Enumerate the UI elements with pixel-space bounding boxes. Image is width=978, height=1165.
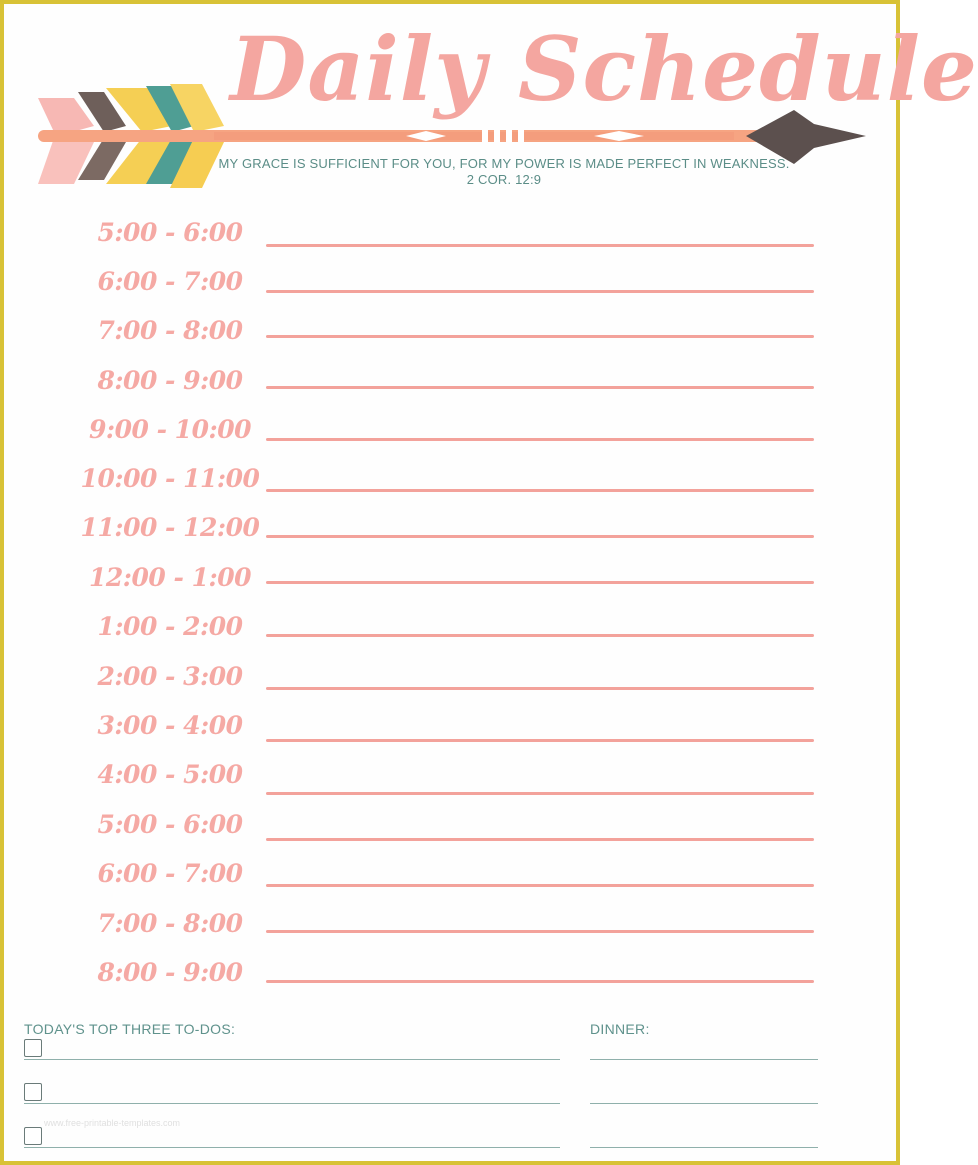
schedule-entry-line[interactable]	[266, 335, 814, 338]
schedule-row	[4, 610, 904, 660]
schedule-row	[4, 758, 904, 808]
schedule-entry-line[interactable]	[266, 489, 814, 492]
todo-entry-line[interactable]	[24, 1147, 560, 1148]
schedule-entry-line[interactable]	[266, 884, 814, 887]
schedule-entry-line[interactable]	[266, 634, 814, 637]
schedule-entry-line[interactable]	[266, 386, 814, 389]
verse-text: MY GRACE IS SUFFICIENT FOR YOU, FOR MY POWER IS MADE PERFECT IN WEAKNESS.	[218, 156, 790, 171]
time-slot-label: 3:00 - 4:00	[97, 711, 243, 740]
schedule-row	[4, 561, 904, 611]
time-slot-label: 1:00 - 2:00	[97, 612, 243, 641]
schedule-entry-line[interactable]	[266, 535, 814, 538]
schedule-entry-line[interactable]	[266, 687, 814, 690]
time-slot-label: 7:00 - 8:00	[97, 909, 243, 938]
time-slot-label: 8:00 - 9:00	[97, 958, 243, 987]
time-slot-label: 7:00 - 8:00	[97, 316, 243, 345]
dinner-entry-line[interactable]	[590, 1059, 818, 1060]
time-slot-label: 12:00 - 1:00	[88, 563, 251, 592]
todo-checkbox[interactable]	[24, 1083, 42, 1101]
schedule-row	[4, 857, 904, 907]
schedule-entry-line[interactable]	[266, 838, 814, 841]
schedule-row	[4, 511, 904, 561]
time-slot-label: 11:00 - 12:00	[80, 513, 260, 542]
schedule-row	[4, 364, 904, 414]
time-slot-label: 4:00 - 5:00	[97, 760, 243, 789]
schedule-entry-line[interactable]	[266, 980, 814, 983]
time-slot-label: 6:00 - 7:00	[97, 859, 243, 888]
page-title: Daily Schedule	[230, 17, 978, 121]
time-slot-label: 5:00 - 6:00	[97, 218, 243, 247]
todo-item	[24, 1039, 564, 1069]
schedule-row	[4, 314, 904, 364]
schedule-row	[4, 956, 904, 1006]
dinner-entry-line[interactable]	[590, 1103, 818, 1104]
schedule-row	[4, 462, 904, 512]
todos-heading: TODAY'S TOP THREE TO-DOS:	[24, 1021, 236, 1037]
todo-entry-line[interactable]	[24, 1103, 560, 1104]
time-slot-label: 6:00 - 7:00	[97, 267, 243, 296]
schedule-row	[4, 808, 904, 858]
time-slot-label: 2:00 - 3:00	[97, 662, 243, 691]
verse-reference: 2 COR. 12:9	[466, 172, 542, 187]
schedule-entry-line[interactable]	[266, 581, 814, 584]
dinner-heading: DINNER:	[590, 1021, 650, 1037]
schedule-row	[4, 265, 904, 315]
schedule-row	[4, 413, 904, 463]
time-slot-label: 8:00 - 9:00	[97, 366, 243, 395]
todo-item	[24, 1127, 564, 1157]
schedule-entry-line[interactable]	[266, 739, 814, 742]
todo-checkbox[interactable]	[24, 1039, 42, 1057]
schedule-row	[4, 709, 904, 759]
schedule-list	[4, 4, 978, 1004]
todo-entry-line[interactable]	[24, 1059, 560, 1060]
schedule-entry-line[interactable]	[266, 792, 814, 795]
todo-item	[24, 1083, 564, 1113]
schedule-entry-line[interactable]	[266, 438, 814, 441]
schedule-row	[4, 907, 904, 957]
schedule-row	[4, 216, 904, 266]
dinner-entry-line[interactable]	[590, 1147, 818, 1148]
schedule-row	[4, 660, 904, 710]
schedule-entry-line[interactable]	[266, 244, 814, 247]
time-slot-label: 9:00 - 10:00	[88, 415, 251, 444]
schedule-entry-line[interactable]	[266, 290, 814, 293]
schedule-entry-line[interactable]	[266, 930, 814, 933]
time-slot-label: 10:00 - 11:00	[80, 464, 260, 493]
watermark-text: www.free-printable-templates.com	[44, 1118, 181, 1128]
todo-checkbox[interactable]	[24, 1127, 42, 1145]
time-slot-label: 5:00 - 6:00	[97, 810, 243, 839]
